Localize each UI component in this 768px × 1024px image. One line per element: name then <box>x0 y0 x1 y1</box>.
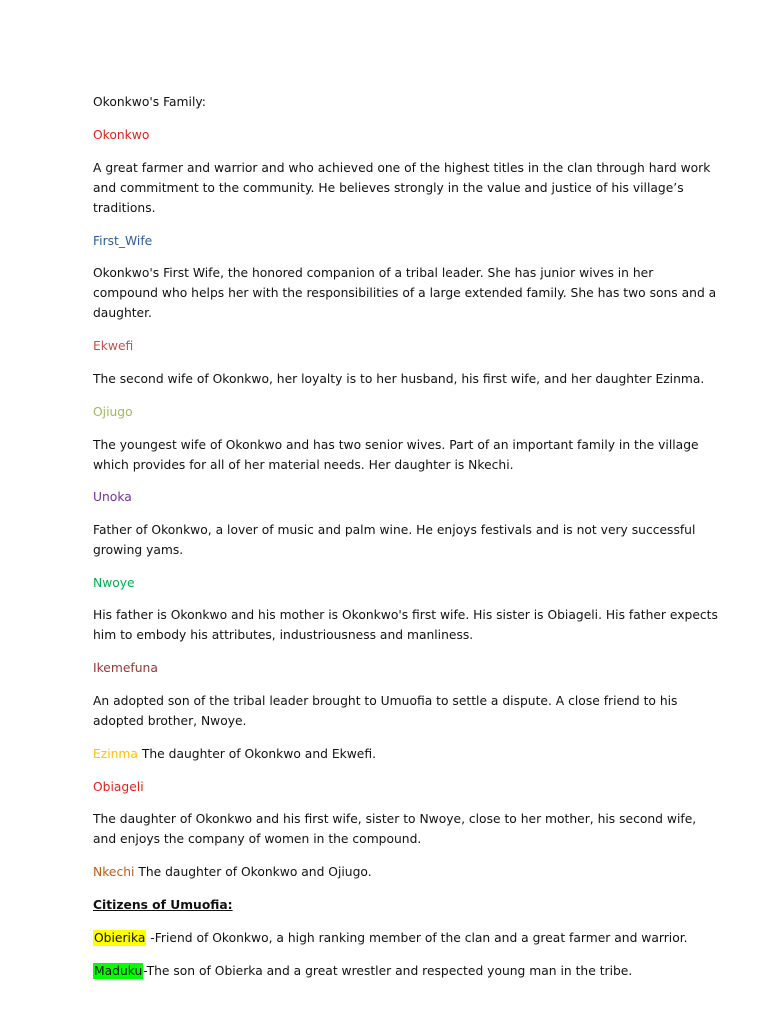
entry-desc-line: The daughter of Okonkwo and his first wife, sister to Nwoye, close to her mother, his second wife, <box>93 812 697 826</box>
entry-desc-line: and commitment to the community. He believes strongly in the value and justice of his village’s <box>93 181 684 195</box>
entry-name-first-wife: First_Wife <box>93 234 153 248</box>
entry-desc-line: which provides for all of her material needs. Her daughter is Nkechi. <box>93 458 514 472</box>
entry-desc-line: The second wife of Okonkwo, her loyalty is to her husband, his first wife, and her daughter Ezinma. <box>93 372 705 386</box>
entry-desc-line: Father of Okonkwo, a lover of music and palm wine. He enjoys festivals and is not very successful <box>93 523 696 537</box>
entry-maduku <box>93 961 632 981</box>
entry-name-nwoye: Nwoye <box>93 576 135 590</box>
entry-desc-inline: The daughter of Okonkwo and Ekwefi. <box>137 747 376 761</box>
entry-name-maduku: Maduku <box>94 964 143 978</box>
entry-desc-line: daughter. <box>93 306 152 320</box>
entry-desc-line: An adopted son of the tribal leader brought to Umuofia to settle a dispute. A close friend to his <box>93 694 678 708</box>
entry-desc-line: Okonkwo's First Wife, the honored companion of a tribal leader. She has junior wives in her <box>93 266 654 280</box>
entry-obierika <box>93 928 688 948</box>
entry-desc-line: and enjoys the company of women in the compound. <box>93 832 422 846</box>
entry-desc-line: growing yams. <box>93 543 184 557</box>
entry-ezinma <box>93 744 376 764</box>
entry-desc-line: The youngest wife of Okonkwo and has two senior wives. Part of an important family in the village <box>93 438 699 452</box>
entry-desc-inline: The daughter of Okonkwo and Ojiugo. <box>134 865 372 879</box>
entry-name-ojiugo: Ojiugo <box>93 405 133 419</box>
entry-name-ekwefi: Ekwefi <box>93 339 134 353</box>
entry-name-obierika: Obierika <box>94 931 146 945</box>
entry-name-okonkwo: Okonkwo <box>93 128 150 142</box>
entry-name-ikemefuna: Ikemefuna <box>93 661 158 675</box>
entry-desc-inline: -The son of Obierka and a great wrestler and respected young man in the tribe. <box>143 964 633 978</box>
section-heading-citizens: Citizens of Umuofia: <box>93 898 233 912</box>
entry-desc-line: His father is Okonkwo and his mother is Okonkwo's first wife. His sister is Obiageli. His father expects <box>93 608 718 622</box>
entry-desc-line: traditions. <box>93 201 156 215</box>
entry-name-obiageli: Obiageli <box>93 780 144 794</box>
entry-name-nkechi: Nkechi <box>93 865 135 879</box>
entry-desc-inline: -Friend of Okonkwo, a high ranking member of the clan and a great farmer and warrior. <box>146 931 688 945</box>
entry-nkechi <box>93 862 372 882</box>
entry-name-unoka: Unoka <box>93 490 132 504</box>
document-title: Okonkwo's Family: <box>93 95 206 109</box>
entry-desc-line: him to embody his attributes, industriousness and manliness. <box>93 628 474 642</box>
entry-name-ezinma: Ezinma <box>93 747 138 761</box>
entry-desc-line: A great farmer and warrior and who achieved one of the highest titles in the clan through hard work <box>93 161 711 175</box>
entry-desc-line: compound who helps her with the responsibilities of a large extended family. She has two sons and a <box>93 286 717 300</box>
entry-desc-line: adopted brother, Nwoye. <box>93 714 247 728</box>
